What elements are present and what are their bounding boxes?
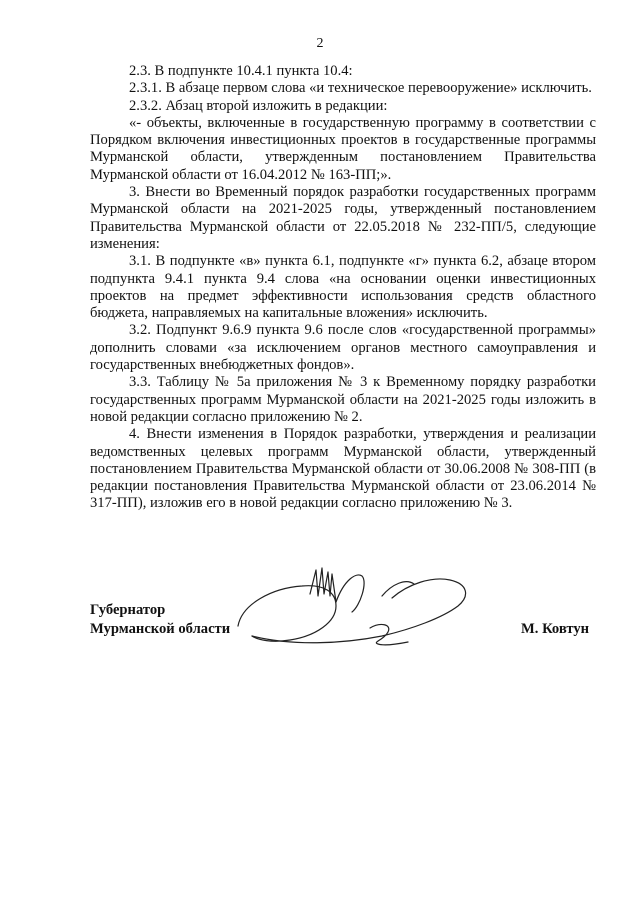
paragraph-quote: «- объекты, включенные в государственную программу в соответствии с Порядком включения инвестиционных проектов в государственные программы Мурманской области, утвержденным постановлением Правительства Мурманской области от 16.04.2012 № 163-ПП;».: [90, 114, 596, 183]
signatory-title-line2: Мурманской области: [90, 621, 231, 637]
paragraph-4: 4. Внести изменения в Порядок разработки, утверждения и реализации ведомственных целевых программ Мурманской области, утвержденный постановлением Правительства Мурманской области от 30.06.2008 № 308-ПП (в редакции постановления Правительства Мурманской области от 23.06.2014 № 317-ПП), изложив его в новой редакции согласно приложению № 3.: [90, 426, 596, 512]
page-number: 2: [316, 36, 324, 51]
paragraph-2-3-1: 2.3.1. В абзаце первом слова «и техническое перевооружение» исключить.: [129, 80, 592, 97]
signatory-title-line1: Губернатор: [90, 602, 166, 618]
signatory-title: [90, 601, 230, 639]
paragraph-3-3: 3.3. Таблицу № 5а приложения № 3 к Временному порядку разработки государственных программ Мурманской области на 2021-2025 годы изложить в новой редакции согласно приложению № 2.: [90, 374, 596, 425]
paragraph-3: 3. Внести во Временный порядок разработки государственных программ Мурманской области на 2021-2025 годы, утвержденный постановлением Правительства Мурманской области от 22.05.2018 № 232-ПП/5, следующие изменения:: [90, 184, 596, 252]
handwritten-signature: [232, 566, 472, 656]
paragraph-2-3-2: 2.3.2. Абзац второй изложить в редакции:: [129, 97, 388, 114]
signatory-name: М. Ковтун: [521, 621, 590, 637]
paragraph-3-2: 3.2. Подпункт 9.6.9 пункта 9.6 после слов «государственной программы» дополнить словами «за исключением органов местного самоуправления и государственных внебюджетных фондов».: [90, 322, 596, 374]
paragraph-2-3: 2.3. В подпункте 10.4.1 пункта 10.4:: [129, 63, 353, 79]
paragraph-3-1: 3.1. В подпункте «в» пункта 6.1, подпункте «г» пункта 6.2, абзаце втором подпункта 9.4.1 пункта 9.4 слова «на основании оценки инвестиционных проектов на предмет эффективности использования средств областного бюджета, направляемых на капитальные вложения» исключить.: [90, 253, 596, 322]
